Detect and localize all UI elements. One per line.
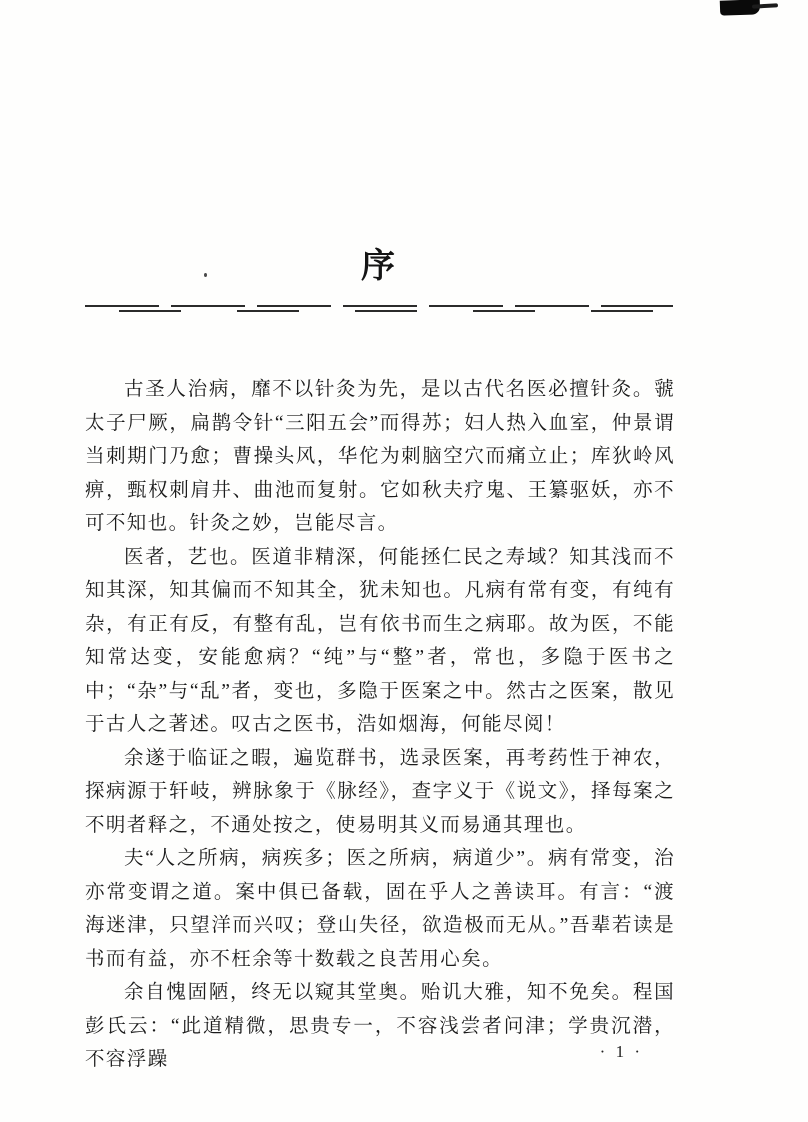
paragraph: 古圣人治病，靡不以针灸为先，是以古代名医必擅针灸。虢太子尸厥，扁鹊令针“三阳五会”而得苏；妇人热入血室，仲景谓当刺期门乃愈；曹操头风，华佗为刺脑空穴而痛立止；库狄岭风痹，甄权刺肩井、曲池而复射。它如秋夫疗鬼、王纂驱妖，亦不可不知也。针灸之妙，岂能尽言。 bbox=[85, 379, 675, 534]
divider-rule-top bbox=[85, 305, 673, 307]
page-title: 序 bbox=[361, 248, 397, 285]
divider-rule-bottom bbox=[85, 310, 673, 312]
preface-body bbox=[85, 373, 675, 1077]
paragraph: 夫“人之所病，病疾多；医之所病，病道少”。病有常变，治亦常变谓之道。案中俱已备载，固在乎人之善读耳。有言：“渡海迷津，只望洋而兴叹；登山失径，欲造极而无从。”吾辈若读是书而有益，亦不枉余等十数载之良苦用心矣。 bbox=[85, 848, 675, 970]
paragraph: 余自愧固陋，终无以窥其堂奥。贻讥大雅，知不免矣。程国彭氏云：“此道精微，思贵专一，不容浅尝者问津；学贵沉潜，不容浮躁 bbox=[85, 982, 675, 1070]
title-divider bbox=[85, 303, 673, 315]
scan-corner-streak bbox=[752, 3, 778, 8]
paragraph: 余遂于临证之暇，遍览群书，选录医案，再考药性于神农，探病源于轩岐，辨脉象于《脉经》，查字义于《说文》，择每案之不明者释之，不通处按之，使易明其义而易通其理也。 bbox=[85, 747, 675, 836]
paragraph: 医者，艺也。医道非精深，何能拯仁民之寿域？知其浅而不知其深，知其偏而不知其全，犹未知也。凡病有常有变，有纯有杂，有正有反，有整有乱，岂有依书而生之病耶。故为医，不能知常达变，安能愈病？“纯”与“整”者，常也，多隐于医书之中；“杂”与“乱”者，变也，多隐于医案之中。然古之医案，散见于古人之著述。叹古之医书，浩如烟海，何能尽阅！ bbox=[85, 546, 675, 735]
page-number: · 1 · bbox=[599, 1042, 643, 1061]
